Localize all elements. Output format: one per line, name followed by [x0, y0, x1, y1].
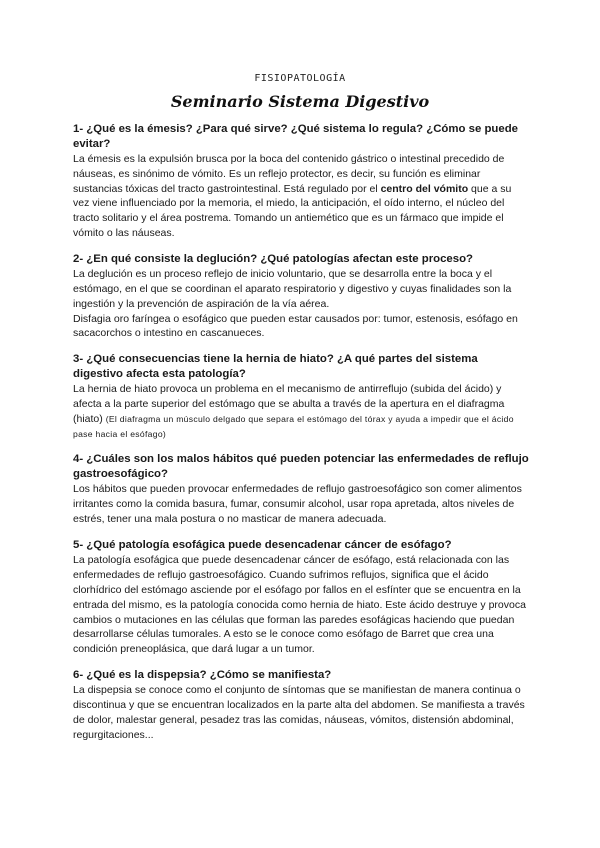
question-3: 3- ¿Qué consecuencias tiene la hernia de hiato? ¿A qué partes del sistema digestivo afecta esta patología? [73, 353, 478, 380]
question-5: 5- ¿Qué patología esofágica puede desencadenar cáncer de esófago? [73, 538, 452, 551]
answer-5: La patología esofágica que puede desencadenar cáncer de esófago, está relacionada con las enfermedades de reflujo gastroesofágico. Cuando sufrimos reflujos, significa que el ácido clorhídrico del estómago asciende por el esófago por fallos en el esfínter que se encuentra en la entrada del mismo, es la patología conocida como hernia de hiato. Este ácido destruye y provoca cambios o mutaciones en las células que forman las paredes esofágicas haciendo que puedan desarrollarse células tumorales. A esto se le conoce como esófago de Barret que crea una condición preneoplásica, que dará lugar a un tumor. [73, 554, 526, 656]
answer-2-paragraph-2: Disfagia oro faríngea o esofágico que pueden estar causados por: tumor, estenosis, esófago en sacacorchos o intestino en cascanueces. [73, 312, 518, 340]
section-5 [73, 538, 529, 657]
answer-1-bold: centro del vómito [380, 182, 469, 195]
answer-1-text-b: que a su vez viene influenciado por la memoria, el miedo, la anticipación, el oído interno, el núcleo del tracto solitario y el área postrema. Tomando un antiemético que es un fármaco que impide el vómito o las náuseas. [73, 182, 512, 239]
subject-heading: FISIOPATOLOGÍA [254, 73, 346, 84]
answer-6: La dispepsia se conoce como el conjunto de síntomas que se manifiestan de manera continua o discontinua y que se encuentran localizados en la parte alta del abdomen. Se manifiesta a través de dolor, malestar general, pesadez tras las comidas, náuseas, vómitos, distensión abdominal, regurgitaciones... [73, 684, 525, 741]
answer-3 [73, 382, 529, 441]
section-1 [73, 122, 529, 241]
question-6: 6- ¿Qué es la dispepsia? ¿Cómo se manifiesta? [73, 668, 332, 681]
section-4 [73, 452, 529, 526]
question-2: 2- ¿En qué consiste la deglución? ¿Qué patologías afectan este proceso? [73, 252, 474, 265]
answer-1 [73, 152, 529, 241]
answer-3-text: La hernia de hiato provoca un problema en el mecanismo de antirreflujo (subida del ácido) y afecta a la parte superior del estómago que se abulta a través de la apertura en el diafragma (hiato) [73, 383, 505, 425]
section-3 [73, 352, 529, 441]
document-title: Seminario Sistema Digestivo [170, 92, 430, 111]
section-2 [73, 252, 529, 341]
answer-2-paragraph-1: La deglución es un proceso reflejo de inicio voluntario, que se desarrolla entre la boca y el estómago, en el que se coordinan el aparato respiratorio y digestivo y cuyas finalidades son la ingestión y la prevención de aspiración de la vía aérea. [73, 268, 512, 310]
answer-1-text-a: La émesis es la expulsión brusca por la boca del contenido gástrico o intestinal precedido de náuseas, es sinónimo de vómito. Es un reflejo protector, es decir, su función es eliminar sustancias tóxicas del tracto gastrointestinal. Está regulado por el [73, 153, 505, 195]
section-6 [73, 668, 529, 743]
answer-4: Los hábitos que pueden provocar enfermedades de reflujo gastroesofágico son comer alimentos irritantes como la comida basura, fumar, consumir alcohol, usar ropa apretada, altos niveles de estrés, tener una mala postura o no masticar de manera adecuada. [73, 483, 522, 526]
answer-3-note: (El diafragma un músculo delgado que separa el estómago del tórax y ayuda a impedir que el ácido pase hacia el esófago) [73, 413, 514, 439]
document-body [73, 122, 529, 754]
question-4: 4- ¿Cuáles son los malos hábitos qué pueden potenciar las enfermedades de reflujo gastroesofágico? [73, 453, 529, 480]
question-1: 1- ¿Qué es la émesis? ¿Para qué sirve? ¿Qué sistema lo regula? ¿Cómo se puede evitar? [73, 123, 519, 150]
